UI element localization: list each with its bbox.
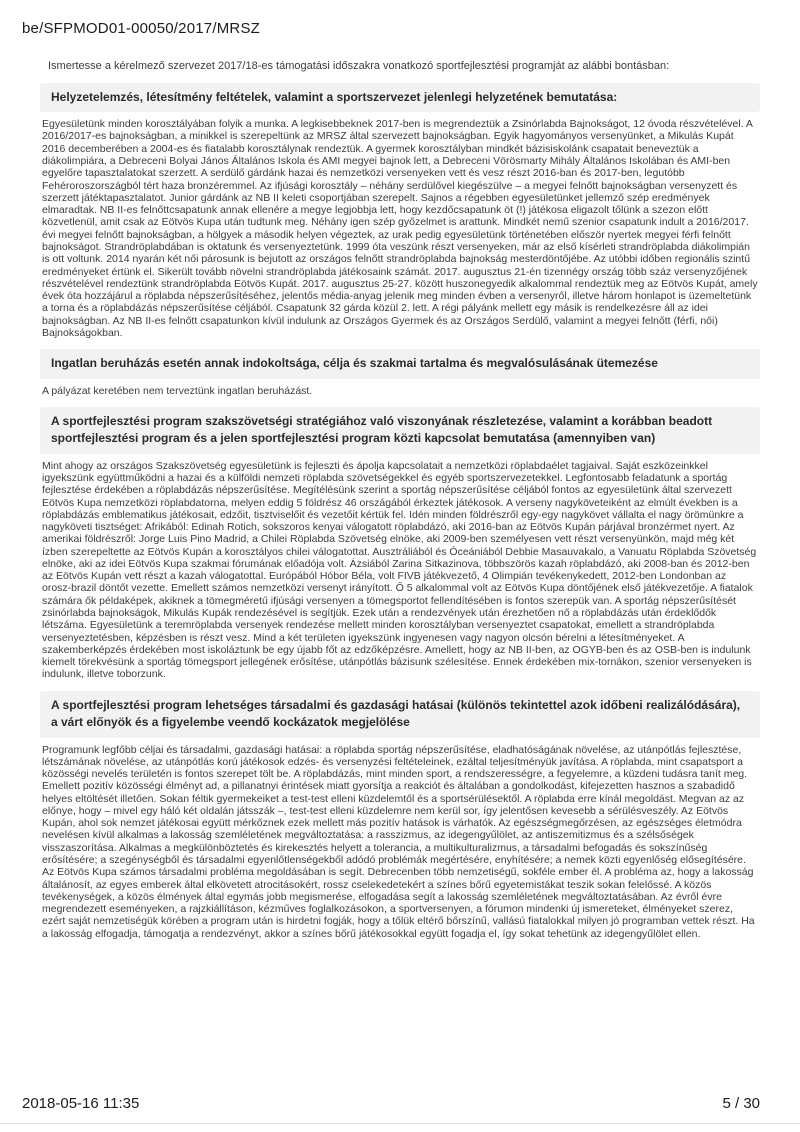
- section-body-federation-strategy: Mint ahogy az országos Szakszövetség egyesületünk is fejleszti és ápolja kapcsolatait a nemzetközi röplabdaélet tagjaival. Saját eszközeinkkel igyekszünk együttműködni a hazai és a külföldi nemzeti röplabda szövetségekkel és egyéb sportszervezetekkel. Legfontosabb feladatunk a sportág fejlesztése érdekében a röplabdázás népszerűsítése. Megítélésünk szerint a sportág népszerűsítése céljából fontos az egyesületünk által szervezett Eötvös Kupa nemzetközi röplabdatorna, melyen eddig 5 földrész 46 országából érkeztek játékosok. A verseny nagyköveteiként az elmúlt években is a röplabdázás emblematikus játékosait, edzőit, tisztviselőit és vezetőit kértük fel. Idén minden földrészről egy-egy nagykövet vállalta el nagy örömünkre a nagyköveti tisztséget: Afrikából: Edinah Rotich, sokszoros kenyai válogatott röplabdázó, aki 2016-ban az Eötvös Kupán párjával bronzérmet nyert. Az amerikai földrészről: Jorge Luis Pino Madrid, a Chilei Röplabda Szövetség elnöke, aki 2009-ben személyesen vett részt versenyünkön, majd még két ízben szerepeltette az Eötvös Kupán a korosztályos chilei válogatottat. Ausztráliából és Óceániából Debbie Masauvakalo, a Vanuatu Röplabda Szövetség elnöke, aki az idei Eötvös Kupa szakmai fórumának előadója volt. Ázsiából Zarina Sitkazinova, többszörös kazah röplabdázó, aki 2008-ban és 2012-ben az Eötvös Kupán vett részt a kazah válogatottal. Európából Hóbor Béla, volt FIVB játékvezető, 4 Olimpián tevékenykedett, 2012-ben Londonban az orosz-brazil döntőt vezette. Emellett számos nemzetközi versenyt irányított. Ő 5 alkalommal volt az Eötvös Kupa döntőjének első játékvezetője. A fiatalok számára ők példaképek, akiknek a tömegméretű ifjúsági versenyen a tömegsportot fellendítésében is fontos szerepük van. A sportág népszerűsítését zsinórlabda bajnokságok, Mikulás Kupák rendezésével is segítjük. Ezek után a rendezvények után érezhetően nő a röplabdázás után érdeklődők létszáma. Egyesületünk a teremröplabda versenyek rendezése mellett minden korosztályban versenyeztet csapatokat, emellett a strandröplabda versenyeztetésben, képzésben is részt vesz. Mind a két területen igyekszünk ingyenesen vagy nagyon olcsón bérelni a létesítményeket. A szakemberképzés érdekében most iskoláztunk be egy újabb főt az edzőképzésre. Amellett, hogy az NB II-ben, az OGYB-ben és az OSB-ben is indulunk kiemelt törekvésünk a sportág tömegsport jellegének erősítése, utánpótlás bázisunk szélesítése. Ennek érdekében mix-tornákon, szenior versenyeken is indulunk, illetve toborzunk.: [42, 459, 757, 681]
- section-title-situation-analysis: Helyzetelemzés, létesítmény feltételek, valamint a sportszervezet jelenlegi helyzetének bemutatása:: [40, 83, 760, 112]
- section-body-situation-analysis: Egyesületünk minden korosztályában folyik a munka. A legkisebbeknek 2017-ben is megrendeztük a Zsinórlabda Bajnokságot, 12 óvoda részvételével. A 2016/2017-es bajnokságban, a minikkel is szerepeltünk az MRSZ által szervezett bajnokságban. Egyik hagyományos versenyünket, a Mikulás Kupát 2016 decemberében a 2004-es és fiatalabb korosztálynak rendeztük. A gyermek korosztályban mindkét bázisiskolánk csapatait beneveztük a diákolimpiára, a Debreceni Bolyai János Általános Iskola és AMI megyei bajnok lett, a Debreceni Vörösmarty Mihály Általános Iskolában és AMI-ben egyelőre tapasztalatokat szerzett. A serdülő gárdánk hazai és nemzetközi versenyeken vett és vesz részt 2016-ban és 2017-ben, legutóbb Fehéroroszországból tért haza bronzéremmel. Az ifjúsági korosztály – néhány serdülővel kiegészülve – a megyei felnőtt bajnokságban versenyzett és szerzett játéktapasztalatot. Junior gárdánk az NB II keleti csoportjában szerepelt. Sajnos a régebben egyesületünket jellemző szép eredmények elmaradtak. NB II-es felnőttcsapatunk annak ellenére a megye legjobbja lett, hogy kezdőcsapatunk öt (!) játékosa eligazolt tőlünk a szezon előtt közvetlenül, amit csak az Eötvös Kupa után tudtunk meg. Néhány igen szép győzelmet is arattunk. Mindkét nemű szenior csapatunk indult a 2016/2017. évi megyei felnőtt bajnokságban, a hölgyek a második helyen végeztek, az urak pedig egyesületünk történetében először nyertek megyei férfi felnőtt bajnokságot. Strandröplabdában is oktatunk és versenyeztetünk. 1999 óta veszünk részt versenyeken, már az első kísérleti strandröplabda diákolimpián is ott voltunk. 2014 nyarán két női párosunk is bejutott az országos felnőtt strandröplabda bajnokság mesterdöntőjébe. Az utóbbi időben regionális szintű eredményeket értünk el. Sikerült tovább növelni strandröplabda játékosaink számát. 2017. augusztus 21-én tizennégy ország több száz versenyzőjének részvételével rendeztünk strandröplabda Eötvös Kupát. 2017. augusztus 25-27. között huszonegyedik alkalommal rendeztük meg az Eötvös Kupát, amely évek óta hozzájárul a röplabda népszerűsítéséhez, jelentős média-anyag jelenik meg minden évben a versenyről, illetve három honlapot is üzemeltetünk a torna és a röplabdázás népszerűsítése céljából. Csapatunk 32 gárda közül 2. lett. A régi pályánk mellett egy másik is rendelkezésre áll az idei bajnokságban. Az NB II-es felnőtt csapatunkon kívül indulunk az Országos Gyermek és az Országos Serdülő, valamint a megyei felnőtt (férfi, női) Bajnokságokban.: [42, 118, 758, 339]
- document-reference-code: be/SFPMOD01-00050/2017/MRSZ: [22, 20, 261, 37]
- section-federation-strategy: [40, 407, 760, 681]
- section-social-economic-impact: [40, 691, 760, 940]
- page-bottom-divider: [0, 1123, 800, 1124]
- footer-page-number: 5 / 30: [722, 1095, 760, 1112]
- section-real-estate-investment: [40, 349, 760, 397]
- section-title-federation-strategy: A sportfejlesztési program szakszövetségi stratégiához való viszonyának részletezése, valamint a korábban beadott sportfejlesztési program és a jelen sportfejlesztési program közti kapcsolat bemutatása (amennyiben van): [40, 407, 760, 454]
- document-content: [40, 60, 760, 950]
- section-title-social-economic-impact: A sportfejlesztési program lehetséges társadalmi és gazdasági hatásai (különös tekintettel azok időbeni realizálódására), a várt előnyök és a figyelembe veendő kockázatok megjelölése: [40, 691, 760, 738]
- intro-text: Ismertesse a kérelmező szervezet 2017/18-es támogatási időszakra vonatkozó sportfejlesztési programját az alábbi bontásban:: [48, 60, 670, 72]
- page-footer: [22, 1095, 760, 1112]
- section-situation-analysis: [40, 83, 760, 339]
- section-title-real-estate-investment: Ingatlan beruházás esetén annak indokoltsága, célja és szakmai tartalma és megvalósulásának ütemezése: [40, 349, 760, 378]
- section-body-real-estate-investment: A pályázat keretében nem terveztünk ingatlan beruházást.: [42, 384, 313, 397]
- footer-timestamp: 2018-05-16 11:35: [22, 1095, 140, 1112]
- section-body-social-economic-impact: Programunk legfőbb céljai és társadalmi, gazdasági hatásai: a röplabda sportág népszerűsítése, eladhatóságának növelése, az utánpótlás fejlesztése, létszámának növelése, az utánpótlás korú játékosok edzés- és versenyzési feltételeinek, ezáltal teljesítményük javítása. A röplabda, mint csapatsport a közösségi nevelés területén is fontos szerepet tölt be. A röplabdázás, mint minden sport, a rendszerességre, a fegyelemre, a küzdeni tudásra tanít meg. Emellett pozitív közösségi élményt ad, a pillanatnyi érintések miatt gyorsítja a reakciót és általában a gondolkodást, kifejezetten hasznos a szabadidő helyes eltöltését illetően. Sokan féltik gyermekeiket a test-test elleni küzdelemtől és a sportsérülésektől. A röplabda erre kínál megoldást. Megvan az az előnye, hogy – mivel egy háló két oldalán játsszák –, test-test elleni küzdelemre nem kerül sor, így jelentősen kevesebb a sérülésveszély. Az Eötvös Kupán, ahol sok nemzet játékosai együtt mérkőznek ezek mellett más pozitív hatások is várhatók. Az egészségmegőrzésen, az egészséges életmódra nevelésen kívül alkalmas a lakosság szemléletének megváltoztatása: a rasszizmus, az idegengyűlölet, az antiszemitizmus és a szélsőségek visszaszorítása. Alkalmas a megkülönböztetés és kirekesztés helyett a tolerancia, a multikulturalizmus, a társadalmi befogadás és sokszínűség erősítésére; a szegénységből és társadalmi egyenlőtlenségekből adódó problémák megértésére, enyhítésére; a nemek közti egyenlőség elősegítésére. Az Eötvös Kupa számos társadalmi probléma megoldásában is segít. Debrecenben több nemzetiségű, sokféle ember él. A probléma az, hogy a lakosság általánosít, az egyes emberek által elkövetett atrocitásokért, rossz cselekedetekért a színes bőrű egyetemistákat teszik sokan felelőssé. A közös tevékenységek, a közös élmények által egymás jobb megismerése, elfogadása segít a lakosság szemléletének megváltoztatásában. Az évről évre megrendezett eseményeken, a rajzkiállításon, kézműves foglalkozásokon, a sportversenyen, a fórumon mindenki új ismereteket, élményeket szerez, ezért saját nemzetiségük körében a program után is hirdetni fogják, hogy a tőlük eltérő bőrszínű, vallású fiatalokkal milyen jó programban vettek részt. Ha a lakosság elfogadja, támogatja a rendezvényt, akkor a színes bőrű játékosokkal együtt fogadja el, így sokat tehetünk az idegengyűlölet ellen.: [42, 743, 755, 940]
